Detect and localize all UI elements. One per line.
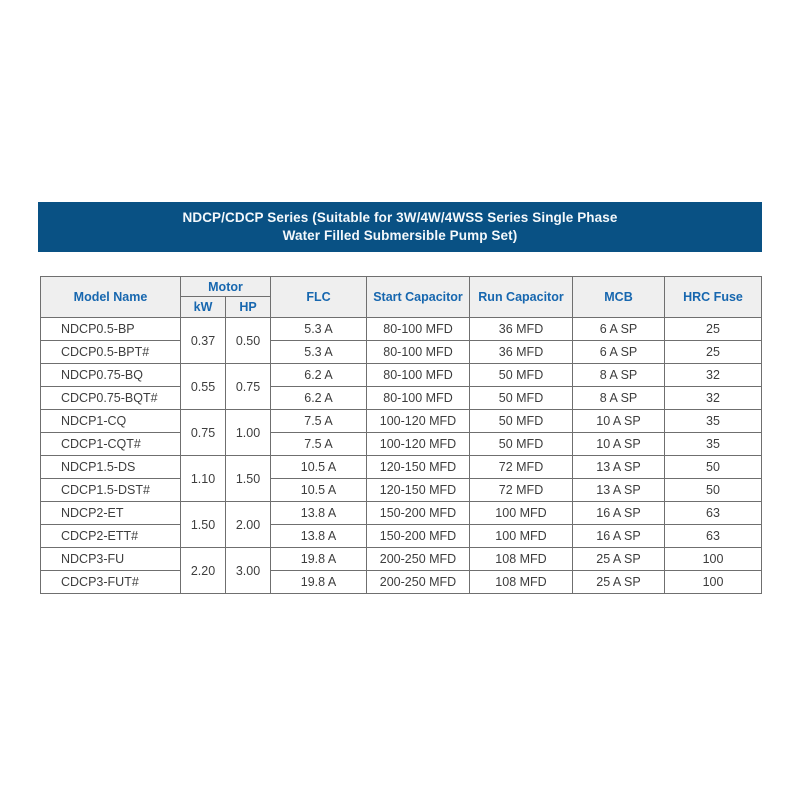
- table-row: [41, 456, 762, 479]
- table-row: [41, 433, 762, 456]
- run-capacitor-cell: 36 MFD: [470, 318, 573, 341]
- title-line-1: NDCP/CDCP Series (Suitable for 3W/4W/4WSS Series Single Phase: [182, 210, 618, 225]
- flc-cell: 7.5 A: [271, 433, 367, 456]
- hp-cell: 0.75: [226, 364, 271, 410]
- model-cell: NDCP0.75-BQ: [41, 364, 181, 387]
- model-cell: CDCP1-CQT#: [41, 433, 181, 456]
- start-capacitor-cell: 80-100 MFD: [367, 341, 470, 364]
- kw-cell: 1.10: [181, 456, 226, 502]
- header-hp: HP: [226, 297, 271, 318]
- model-cell: CDCP2-ETT#: [41, 525, 181, 548]
- flc-cell: 6.2 A: [271, 364, 367, 387]
- hrc-fuse-cell: 35: [665, 433, 762, 456]
- mcb-cell: 8 A SP: [573, 387, 665, 410]
- table-row: [41, 387, 762, 410]
- table-row: [41, 341, 762, 364]
- run-capacitor-cell: 50 MFD: [470, 387, 573, 410]
- run-capacitor-cell: 50 MFD: [470, 364, 573, 387]
- table-row: [41, 548, 762, 571]
- run-capacitor-cell: 50 MFD: [470, 433, 573, 456]
- flc-cell: 7.5 A: [271, 410, 367, 433]
- hp-cell: 1.50: [226, 456, 271, 502]
- hp-cell: 2.00: [226, 502, 271, 548]
- header-flc: FLC: [271, 277, 367, 318]
- title-line-2: Water Filled Submersible Pump Set): [282, 228, 518, 243]
- start-capacitor-cell: 100-120 MFD: [367, 433, 470, 456]
- table-row: [41, 410, 762, 433]
- model-cell: NDCP1.5-DS: [41, 456, 181, 479]
- model-cell: CDCP0.75-BQT#: [41, 387, 181, 410]
- table-row: [41, 479, 762, 502]
- title-banner: [38, 202, 762, 252]
- start-capacitor-cell: 120-150 MFD: [367, 456, 470, 479]
- run-capacitor-cell: 36 MFD: [470, 341, 573, 364]
- model-cell: CDCP3-FUT#: [41, 571, 181, 594]
- mcb-cell: 8 A SP: [573, 364, 665, 387]
- flc-cell: 5.3 A: [271, 341, 367, 364]
- mcb-cell: 10 A SP: [573, 410, 665, 433]
- start-capacitor-cell: 80-100 MFD: [367, 364, 470, 387]
- mcb-cell: 6 A SP: [573, 341, 665, 364]
- header-run-capacitor: Run Capacitor: [470, 277, 573, 318]
- model-cell: CDCP1.5-DST#: [41, 479, 181, 502]
- table-row: [41, 502, 762, 525]
- run-capacitor-cell: 108 MFD: [470, 548, 573, 571]
- run-capacitor-cell: 100 MFD: [470, 502, 573, 525]
- mcb-cell: 16 A SP: [573, 525, 665, 548]
- header-model-name: Model Name: [41, 277, 181, 318]
- mcb-cell: 25 A SP: [573, 571, 665, 594]
- hp-cell: 1.00: [226, 410, 271, 456]
- header-motor: Motor: [181, 277, 271, 297]
- kw-cell: 2.20: [181, 548, 226, 594]
- hp-cell: 0.50: [226, 318, 271, 364]
- start-capacitor-cell: 80-100 MFD: [367, 318, 470, 341]
- run-capacitor-cell: 100 MFD: [470, 525, 573, 548]
- flc-cell: 10.5 A: [271, 456, 367, 479]
- model-cell: NDCP1-CQ: [41, 410, 181, 433]
- table-row: [41, 525, 762, 548]
- hrc-fuse-cell: 63: [665, 525, 762, 548]
- hrc-fuse-cell: 100: [665, 571, 762, 594]
- hp-cell: 3.00: [226, 548, 271, 594]
- mcb-cell: 10 A SP: [573, 433, 665, 456]
- hrc-fuse-cell: 100: [665, 548, 762, 571]
- hrc-fuse-cell: 50: [665, 479, 762, 502]
- model-cell: NDCP3-FU: [41, 548, 181, 571]
- start-capacitor-cell: 200-250 MFD: [367, 571, 470, 594]
- model-cell: NDCP2-ET: [41, 502, 181, 525]
- header-hrc-fuse: HRC Fuse: [665, 277, 762, 318]
- mcb-cell: 6 A SP: [573, 318, 665, 341]
- run-capacitor-cell: 50 MFD: [470, 410, 573, 433]
- kw-cell: 0.55: [181, 364, 226, 410]
- run-capacitor-cell: 72 MFD: [470, 479, 573, 502]
- hrc-fuse-cell: 32: [665, 387, 762, 410]
- header-kw: kW: [181, 297, 226, 318]
- hrc-fuse-cell: 35: [665, 410, 762, 433]
- flc-cell: 19.8 A: [271, 571, 367, 594]
- header-mcb: MCB: [573, 277, 665, 318]
- start-capacitor-cell: 150-200 MFD: [367, 525, 470, 548]
- header-start-capacitor: Start Capacitor: [367, 277, 470, 318]
- mcb-cell: 13 A SP: [573, 456, 665, 479]
- pump-spec-table: [40, 276, 762, 594]
- flc-cell: 10.5 A: [271, 479, 367, 502]
- flc-cell: 13.8 A: [271, 525, 367, 548]
- flc-cell: 19.8 A: [271, 548, 367, 571]
- kw-cell: 0.37: [181, 318, 226, 364]
- run-capacitor-cell: 108 MFD: [470, 571, 573, 594]
- hrc-fuse-cell: 25: [665, 318, 762, 341]
- hrc-fuse-cell: 32: [665, 364, 762, 387]
- start-capacitor-cell: 200-250 MFD: [367, 548, 470, 571]
- header-row-1: [41, 277, 762, 297]
- start-capacitor-cell: 150-200 MFD: [367, 502, 470, 525]
- mcb-cell: 25 A SP: [573, 548, 665, 571]
- start-capacitor-cell: 80-100 MFD: [367, 387, 470, 410]
- kw-cell: 0.75: [181, 410, 226, 456]
- run-capacitor-cell: 72 MFD: [470, 456, 573, 479]
- model-cell: NDCP0.5-BP: [41, 318, 181, 341]
- model-cell: CDCP0.5-BPT#: [41, 341, 181, 364]
- start-capacitor-cell: 100-120 MFD: [367, 410, 470, 433]
- flc-cell: 13.8 A: [271, 502, 367, 525]
- hrc-fuse-cell: 25: [665, 341, 762, 364]
- start-capacitor-cell: 120-150 MFD: [367, 479, 470, 502]
- mcb-cell: 16 A SP: [573, 502, 665, 525]
- hrc-fuse-cell: 50: [665, 456, 762, 479]
- kw-cell: 1.50: [181, 502, 226, 548]
- flc-cell: 6.2 A: [271, 387, 367, 410]
- table-row: [41, 318, 762, 341]
- flc-cell: 5.3 A: [271, 318, 367, 341]
- table-row: [41, 571, 762, 594]
- mcb-cell: 13 A SP: [573, 479, 665, 502]
- hrc-fuse-cell: 63: [665, 502, 762, 525]
- table-row: [41, 364, 762, 387]
